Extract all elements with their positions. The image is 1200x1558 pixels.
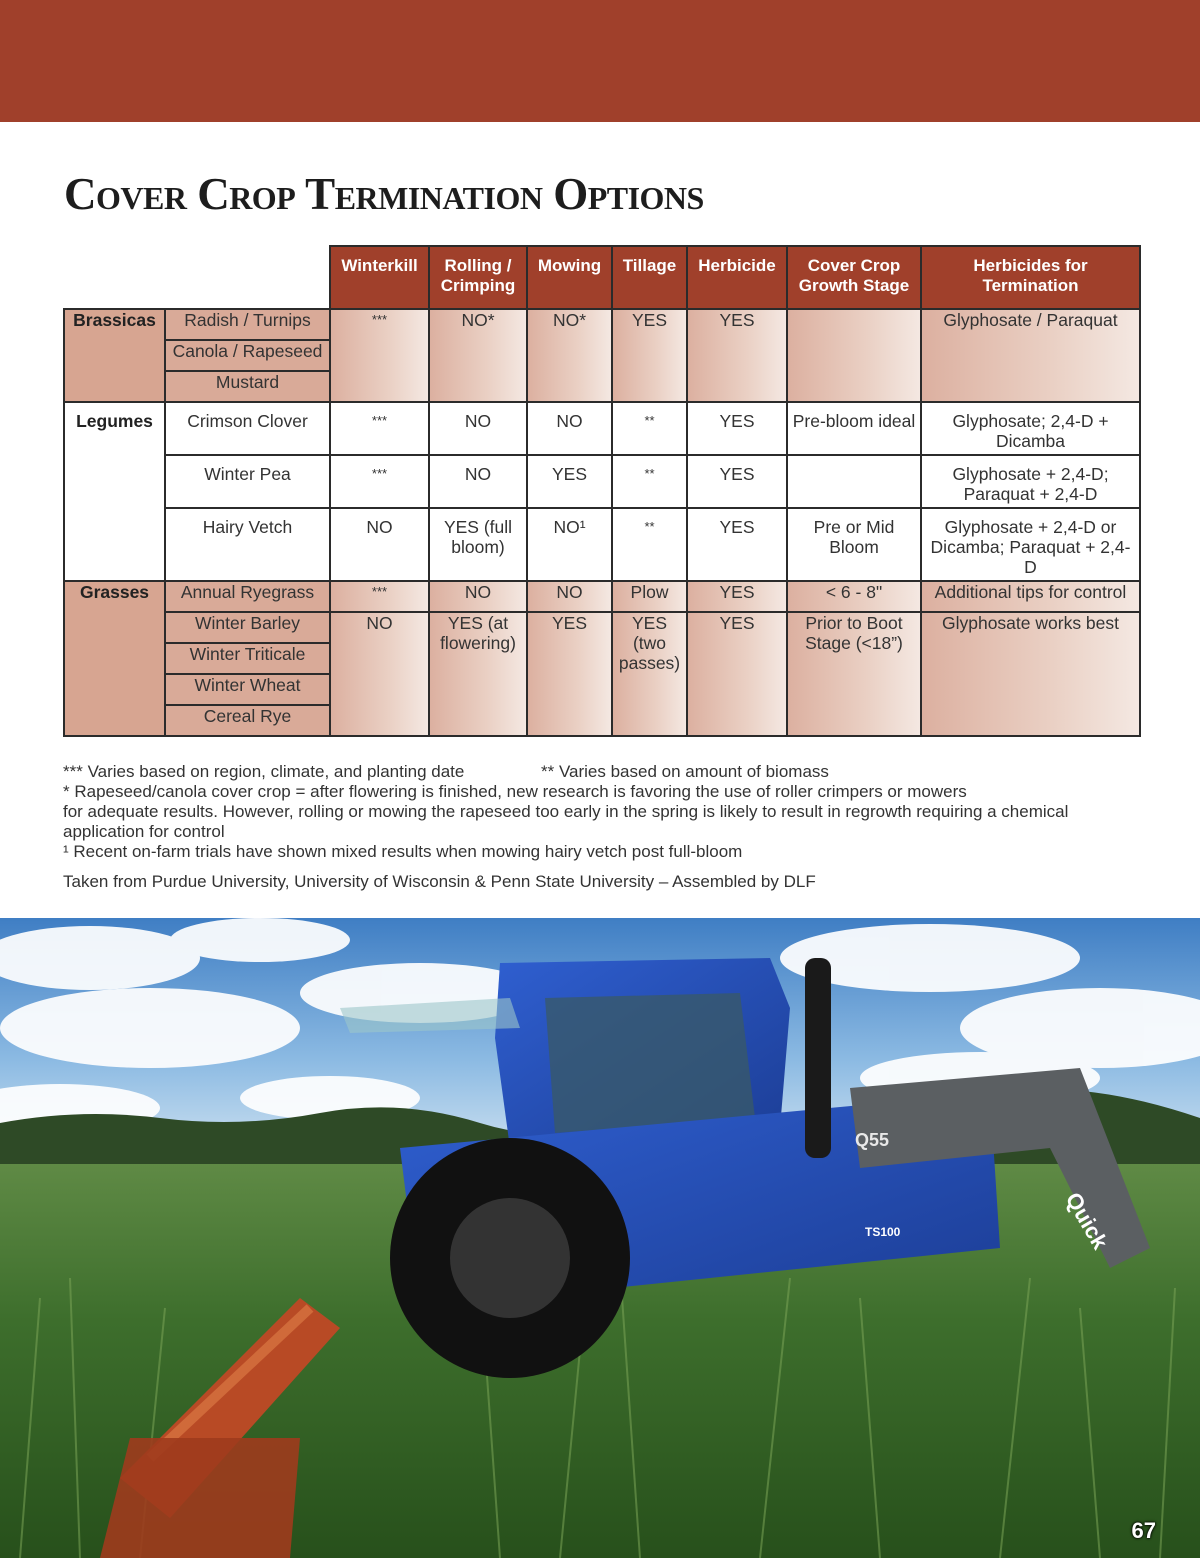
crop-winter-triticale: Winter Triticale: [165, 643, 330, 674]
crop-winter-barley: Winter Barley: [165, 612, 330, 643]
winter-pea-herbicide: YES: [687, 455, 787, 508]
group-legumes: Legumes: [64, 402, 165, 581]
footnote-single-star-line2: for adequate results. However, rolling or mowing the rapeseed too early in the spring is likely to result in regrowth requiring a chemical: [63, 802, 1069, 821]
grasses-herbicides-for: Glyphosate works best: [921, 612, 1140, 736]
ryegrass-herbicide: YES: [687, 581, 787, 612]
brassicas-herbicides-for: Glyphosate / Paraquat: [921, 309, 1140, 402]
crimson-clover-herbicides-for: Glyphosate; 2,4-D + Dicamba: [921, 402, 1140, 455]
brassicas-herbicide: YES: [687, 309, 787, 402]
hairy-vetch-herbicide: YES: [687, 508, 787, 581]
crop-cereal-rye: Cereal Rye: [165, 705, 330, 736]
header-herbicides-for-termination: Herbicides for Termination: [921, 246, 1140, 309]
grasses-growth-stage: Prior to Boot Stage (<18”): [787, 612, 921, 736]
grasses-tillage: YES (two passes): [612, 612, 687, 736]
winter-pea-rolling: NO: [429, 455, 527, 508]
header-winterkill: Winterkill: [330, 246, 429, 309]
winter-pea-growth-stage: [787, 455, 921, 508]
crop-winter-wheat: Winter Wheat: [165, 674, 330, 705]
hairy-vetch-mowing: NO¹: [527, 508, 612, 581]
hairy-vetch-rolling: YES (full bloom): [429, 508, 527, 581]
hairy-vetch-winterkill: NO: [330, 508, 429, 581]
crop-canola-rapeseed: Canola / Rapeseed: [165, 340, 330, 371]
footnote-triple-star: *** Varies based on region, climate, and planting date: [63, 762, 465, 781]
ryegrass-rolling: NO: [429, 581, 527, 612]
winter-pea-mowing: YES: [527, 455, 612, 508]
brassicas-tillage: YES: [612, 309, 687, 402]
crimson-clover-growth-stage: Pre-bloom ideal: [787, 402, 921, 455]
page-title: Cover Crop Termination Options: [64, 169, 704, 219]
crimson-clover-mowing: NO: [527, 402, 612, 455]
header-blank: [64, 246, 330, 309]
ryegrass-tillage: Plow: [612, 581, 687, 612]
brand-text: Quick: [1060, 1188, 1113, 1254]
crop-crimson-clover: Crimson Clover: [165, 402, 330, 455]
winter-pea-herbicides-for: Glyphosate + 2,4-D; Paraquat + 2,4-D: [921, 455, 1140, 508]
footnote-superscript-one: ¹ Recent on-farm trials have shown mixed results when mowing hairy vetch post full-bloom: [63, 842, 743, 861]
grasses-rolling: YES (at flowering): [429, 612, 527, 736]
group-brassicas: Brassicas: [64, 309, 165, 402]
crop-hairy-vetch: Hairy Vetch: [165, 508, 330, 581]
crop-mustard: Mustard: [165, 371, 330, 402]
footnote-single-star-line3: application for control: [63, 822, 225, 841]
ryegrass-mowing: NO: [527, 581, 612, 612]
page-number: 67: [1131, 1518, 1156, 1543]
footnotes: [63, 762, 1143, 892]
brassicas-mowing: NO*: [527, 309, 612, 402]
header-rolling: Rolling / Crimping: [429, 246, 527, 309]
footnote-double-star: ** Varies based on amount of biomass: [541, 762, 829, 781]
ryegrass-growth-stage: < 6 - 8": [787, 581, 921, 612]
source-credit: Taken from Purdue University, University of Wisconsin & Penn State University – Assembled by DLF: [63, 872, 816, 891]
grasses-winterkill: NO: [330, 612, 429, 736]
grasses-herbicide: YES: [687, 612, 787, 736]
winter-pea-tillage: **: [612, 455, 687, 508]
crimson-clover-tillage: **: [612, 402, 687, 455]
hairy-vetch-tillage: **: [612, 508, 687, 581]
hairy-vetch-herbicides-for: Glyphosate + 2,4-D or Dicamba; Paraquat + 2,4-D: [921, 508, 1140, 581]
crop-annual-ryegrass: Annual Ryegrass: [165, 581, 330, 612]
winter-pea-winterkill: ***: [330, 455, 429, 508]
ryegrass-herbicides-for: Additional tips for control: [921, 581, 1140, 612]
brassicas-winterkill: ***: [330, 309, 429, 402]
brassicas-growth-stage: [787, 309, 921, 402]
model-badge: TS100: [865, 1225, 901, 1239]
header-growth-stage: Cover Crop Growth Stage: [787, 246, 921, 309]
group-grasses: Grasses: [64, 581, 165, 736]
crimson-clover-rolling: NO: [429, 402, 527, 455]
header-mowing: Mowing: [527, 246, 612, 309]
termination-table: [63, 245, 1141, 737]
header-herbicide: Herbicide: [687, 246, 787, 309]
tractor-photo-illustration: [0, 918, 1200, 1558]
header-tillage: Tillage: [612, 246, 687, 309]
hairy-vetch-growth-stage: Pre or Mid Bloom: [787, 508, 921, 581]
crimson-clover-winterkill: ***: [330, 402, 429, 455]
grasses-mowing: YES: [527, 612, 612, 736]
loader-badge: Q55: [855, 1130, 890, 1150]
crimson-clover-herbicide: YES: [687, 402, 787, 455]
header-band: [0, 0, 1200, 122]
crop-radish-turnips: Radish / Turnips: [165, 309, 330, 340]
footnote-single-star-line1: * Rapeseed/canola cover crop = after flowering is finished, new research is favoring the use of roller crimpers or mowers: [63, 782, 967, 801]
ryegrass-winterkill: ***: [330, 581, 429, 612]
brassicas-rolling: NO*: [429, 309, 527, 402]
tractor-photo: [0, 918, 1200, 1558]
crop-winter-pea: Winter Pea: [165, 455, 330, 508]
